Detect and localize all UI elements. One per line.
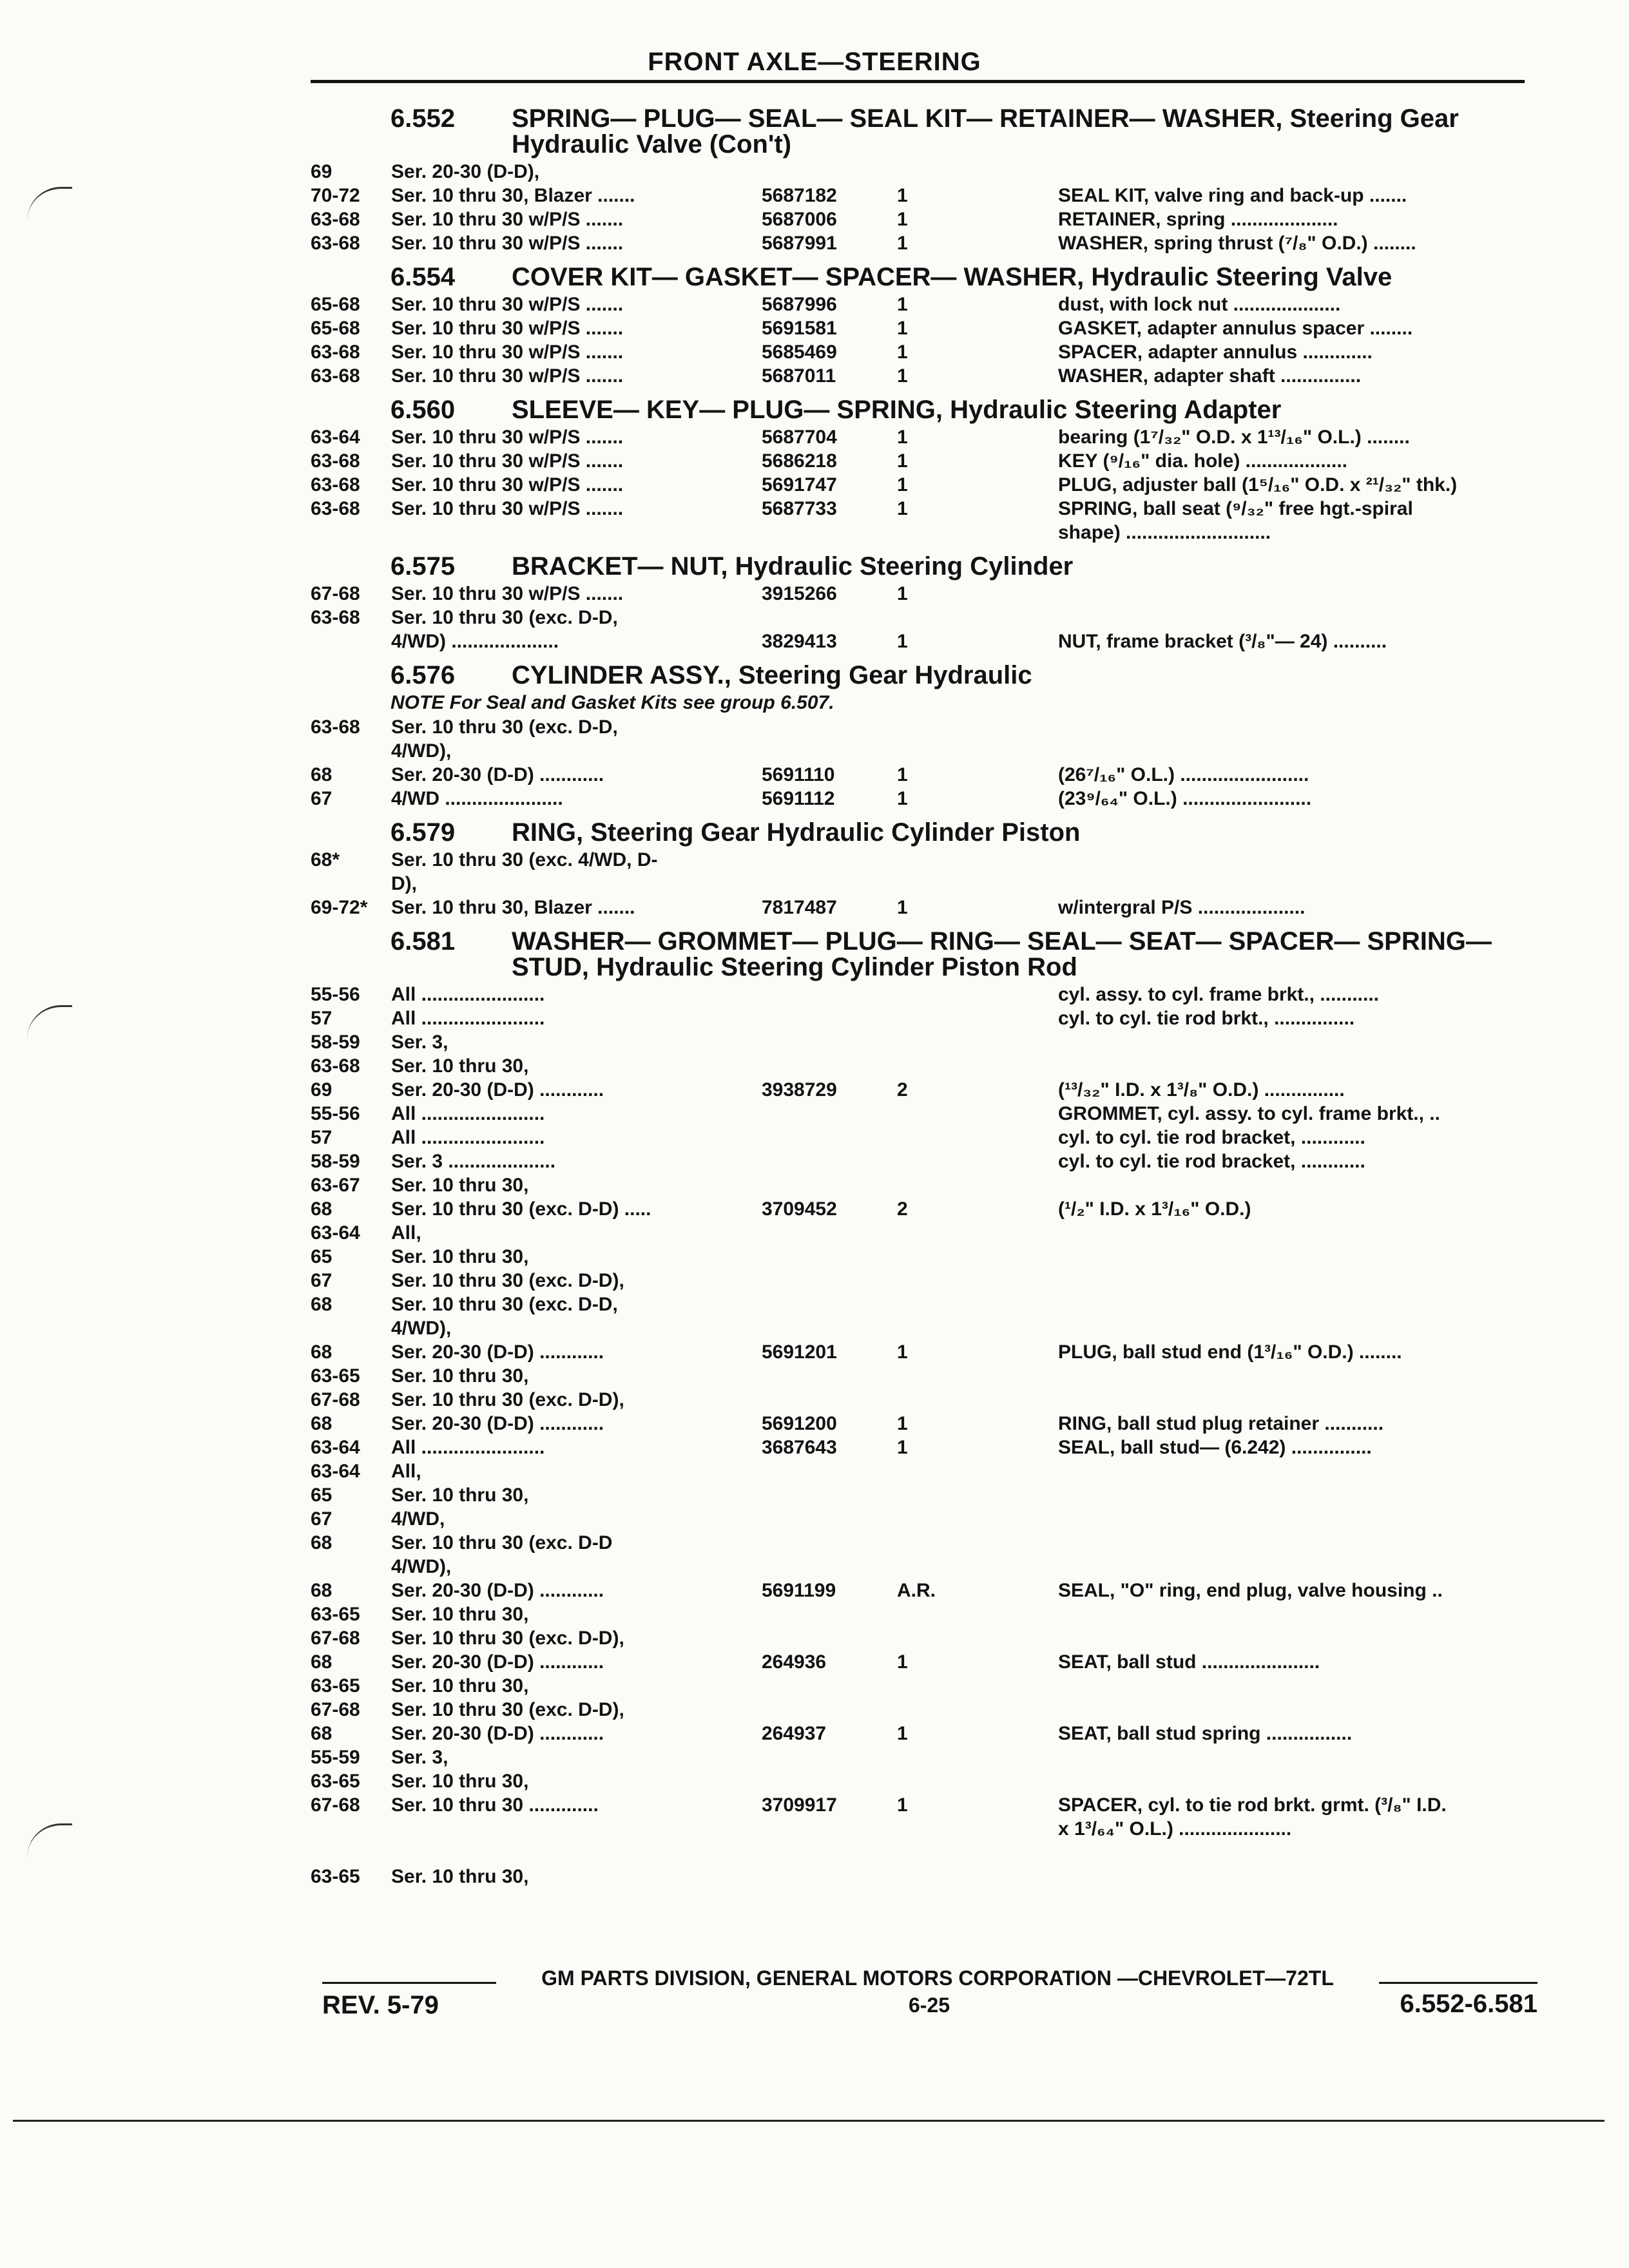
table-row (311, 1626, 1535, 1650)
part-description: PLUG, adjuster ball (1⁵/₁₆" O.D. x ²¹/₃₂" thk.) (1058, 474, 1458, 495)
part-number: 5687011 (762, 365, 836, 387)
part-description: (¹/₂" I.D. x 1³/₁₆" O.D.) (1058, 1198, 1251, 1220)
series-application: Ser. 10 thru 30 (exc. D-D), (391, 1389, 624, 1410)
series-application: D), (391, 873, 417, 894)
section-heading (311, 928, 1535, 980)
table-row (311, 207, 1535, 231)
table-row (311, 1865, 1535, 1888)
footer-rule-left (322, 1982, 496, 1984)
model-years: 68 (311, 1413, 333, 1434)
model-years: 63-64 (311, 1437, 360, 1458)
model-years: 69 (311, 161, 333, 182)
series-application: Ser. 10 thru 30, (391, 1675, 529, 1696)
model-years: 69-72* (311, 897, 368, 918)
part-description: WASHER, spring thrust (⁷/₈" O.D.) ........ (1058, 233, 1416, 254)
section-title: SLEEVE— KEY— PLUG— SPRING, Hydraulic Steering Adapter (512, 396, 1282, 424)
series-application: Ser. 10 thru 30 w/P/S ....... (391, 583, 624, 604)
table-row (311, 848, 1535, 872)
part-number: 5691110 (762, 764, 835, 785)
model-years: 63-68 (311, 209, 360, 230)
quantity: 1 (897, 294, 908, 315)
model-years: 63-68 (311, 233, 360, 254)
part-number: 3915266 (762, 583, 837, 604)
model-years: 65-68 (311, 318, 360, 339)
table-row (311, 1197, 1535, 1221)
series-application: 4/WD, (391, 1508, 445, 1530)
table-row (311, 473, 1535, 497)
table-row (311, 1269, 1535, 1293)
part-description: SEAL, "O" ring, end plug, valve housing .. (1058, 1580, 1443, 1601)
part-number: 5687996 (762, 294, 837, 315)
table-row (311, 1316, 1535, 1340)
part-number: 5691199 (762, 1580, 836, 1601)
table-row (311, 160, 1535, 184)
part-description: w/intergral P/S .................... (1058, 897, 1306, 918)
footer-rule-right (1379, 1982, 1537, 1984)
section-note: NOTE For Seal and Gasket Kits see group 6.507. (390, 692, 834, 713)
section-number: 6.581 (390, 927, 456, 956)
quantity: 2 (897, 1198, 908, 1220)
quantity: 1 (897, 764, 908, 785)
part-description: SPRING, ball seat (⁹/₃₂" free hgt.-spiral (1058, 498, 1413, 519)
model-years: 63-68 (311, 716, 360, 738)
model-years: 68 (311, 1723, 333, 1744)
model-years: 63-64 (311, 1222, 360, 1244)
model-years: 57 (311, 1127, 333, 1148)
table-row (311, 340, 1535, 364)
table-row (311, 1102, 1535, 1126)
table-row (311, 1841, 1535, 1865)
quantity: 1 (897, 1794, 908, 1816)
series-application: Ser. 3 .................... (391, 1151, 556, 1172)
section-number: 6.554 (390, 263, 456, 291)
series-application: Ser. 20-30 (D-D) ............ (391, 1651, 604, 1673)
table-row (311, 582, 1535, 606)
section-number: 6.560 (390, 396, 456, 424)
series-application: Ser. 10 thru 30 w/P/S ....... (391, 294, 624, 315)
quantity: 1 (897, 185, 908, 206)
part-description: RETAINER, spring .................... (1058, 209, 1338, 230)
model-years: 65 (311, 1485, 333, 1506)
part-description: SPACER, adapter annulus ............. (1058, 341, 1373, 363)
part-description: KEY (⁹/₁₆" dia. hole) ................... (1058, 450, 1348, 472)
part-number: 3709452 (762, 1198, 837, 1220)
section-title: RING, Steering Gear Hydraulic Cylinder Piston (512, 818, 1081, 847)
model-years: 63-65 (311, 1866, 360, 1887)
section-number: 6.579 (390, 818, 456, 847)
series-application: Ser. 10 thru 30 (exc. D-D, (391, 1294, 618, 1315)
model-years: 63-65 (311, 1675, 360, 1696)
part-number: 5687704 (762, 427, 837, 448)
table-row (311, 606, 1535, 629)
table-row (311, 1388, 1535, 1412)
model-years: 67-68 (311, 583, 360, 604)
series-application: All ....................... (391, 1127, 545, 1148)
quantity: 1 (897, 1413, 908, 1434)
model-years: 55-56 (311, 984, 360, 1005)
table-row (311, 316, 1535, 340)
table-row (311, 1698, 1535, 1722)
part-description: cyl. to cyl. tie rod bracket, ............ (1058, 1127, 1365, 1148)
table-row (311, 497, 1535, 521)
series-application: All ....................... (391, 1103, 545, 1124)
part-number: 5691200 (762, 1413, 837, 1434)
table-row (311, 1722, 1535, 1745)
part-number: 5691112 (762, 788, 835, 809)
series-application: 4/WD ...................... (391, 788, 563, 809)
model-years: 63-65 (311, 1365, 360, 1387)
series-application: Ser. 3, (391, 1032, 448, 1053)
part-description: dust, with lock nut .................... (1058, 294, 1341, 315)
table-row (311, 364, 1535, 388)
quantity: 1 (897, 583, 908, 604)
model-years: 63-64 (311, 1461, 360, 1482)
model-years: 68 (311, 764, 333, 785)
quantity: 1 (897, 450, 908, 472)
part-number: 3829413 (762, 631, 837, 652)
model-years: 63-65 (311, 1604, 360, 1625)
model-years: 68 (311, 1294, 333, 1315)
model-years: 63-67 (311, 1175, 360, 1196)
series-application: Ser. 10 thru 30 (exc. D-D), (391, 1628, 624, 1649)
quantity: 1 (897, 498, 908, 519)
series-application: Ser. 10 thru 30 ............. (391, 1794, 599, 1816)
quantity: 1 (897, 1341, 908, 1363)
series-application: All ....................... (391, 1008, 545, 1029)
model-years: 63-68 (311, 1055, 360, 1077)
model-years: 65 (311, 1246, 333, 1267)
quantity: 1 (897, 365, 908, 387)
part-description: NUT, frame bracket (³/₈"— 24) .......... (1058, 631, 1387, 652)
series-application: Ser. 10 thru 30, (391, 1246, 529, 1267)
series-application: Ser. 10 thru 30 w/P/S ....... (391, 233, 624, 254)
table-row (311, 1412, 1535, 1436)
part-description: (26⁷/₁₆" O.L.) ........................ (1058, 764, 1309, 785)
series-application: Ser. 10 thru 30 (exc. D-D) ..... (391, 1198, 651, 1220)
quantity: A.R. (897, 1580, 936, 1601)
table-row (311, 1245, 1535, 1269)
part-description: SEAL, ball stud— (6.242) ............... (1058, 1437, 1372, 1458)
series-application: Ser. 20-30 (D-D) ............ (391, 764, 604, 785)
part-number: 3709917 (762, 1794, 837, 1816)
page-bottom-rule (13, 2120, 1605, 2122)
table-row (311, 1436, 1535, 1459)
series-application: Ser. 10 thru 30 w/P/S ....... (391, 474, 624, 495)
model-years: 58-59 (311, 1032, 360, 1053)
quantity: 1 (897, 1437, 908, 1458)
table-row (311, 231, 1535, 255)
table-row (311, 1006, 1535, 1030)
model-years: 63-68 (311, 341, 360, 363)
part-number: 5687991 (762, 233, 837, 254)
model-years: 68 (311, 1198, 333, 1220)
series-application: Ser. 10 thru 30 (exc. D-D), (391, 1699, 624, 1720)
quantity: 1 (897, 474, 908, 495)
table-row (311, 1340, 1535, 1364)
model-years: 55-56 (311, 1103, 360, 1124)
model-years: 63-68 (311, 450, 360, 472)
series-application: Ser. 20-30 (D-D) ............ (391, 1079, 604, 1100)
table-row (311, 521, 1535, 544)
table-row (311, 739, 1535, 763)
table-row (311, 763, 1535, 787)
series-application: Ser. 10 thru 30, (391, 1175, 529, 1196)
series-application: 4/WD), (391, 740, 452, 762)
series-application: Ser. 20-30 (D-D), (391, 161, 540, 182)
model-years: 65-68 (311, 294, 360, 315)
table-row (311, 293, 1535, 316)
binding-mark (27, 1823, 72, 1858)
part-description: RING, ball stud plug retainer ........... (1058, 1413, 1384, 1434)
section-heading (311, 553, 1535, 579)
model-years: 68 (311, 1580, 333, 1601)
section-number: 6.576 (390, 661, 456, 689)
model-years: 57 (311, 1008, 333, 1029)
table-row (311, 787, 1535, 811)
series-application: 4/WD), (391, 1318, 452, 1339)
series-application: All ....................... (391, 1437, 545, 1458)
series-application: Ser. 10 thru 30 w/P/S ....... (391, 427, 624, 448)
quantity: 2 (897, 1079, 908, 1100)
section-heading (311, 397, 1535, 423)
model-years: 68 (311, 1532, 333, 1553)
binding-mark (27, 1005, 72, 1039)
table-row (311, 1745, 1535, 1769)
section-title: COVER KIT— GASKET— SPACER— WASHER, Hydraulic Steering Valve (512, 263, 1393, 291)
section-heading (311, 662, 1535, 688)
model-years: 68* (311, 849, 340, 870)
model-years: 67-68 (311, 1699, 360, 1720)
part-description: SEAT, ball stud spring ................ (1058, 1723, 1353, 1744)
section-title: SPRING— PLUG— SEAL— SEAL KIT— RETAINER— WASHER, Steering Gear Hydraulic Valve (Con't) (512, 104, 1459, 159)
footer-section-range: 6.552-6.581 (1400, 1990, 1537, 2018)
model-years: 63-68 (311, 498, 360, 519)
quantity: 1 (897, 897, 908, 918)
table-row (311, 872, 1535, 896)
binding-mark (27, 187, 72, 221)
model-years: 67-68 (311, 1389, 360, 1410)
table-row (311, 425, 1535, 449)
table-row (311, 629, 1535, 653)
model-years: 58-59 (311, 1151, 360, 1172)
quantity: 1 (897, 318, 908, 339)
series-application: Ser. 10 thru 30 w/P/S ....... (391, 209, 624, 230)
table-row (311, 1221, 1535, 1245)
part-number: 5687733 (762, 498, 837, 519)
table-row (311, 1173, 1535, 1197)
part-description: GROMMET, cyl. assy. to cyl. frame brkt., .. (1058, 1103, 1440, 1124)
part-number: 5691747 (762, 474, 837, 495)
table-row (311, 1459, 1535, 1483)
section-heading (311, 106, 1535, 157)
model-years: 69 (311, 1079, 333, 1100)
header-rule (311, 80, 1525, 83)
table-row (311, 1674, 1535, 1698)
series-application: Ser. 20-30 (D-D) ............ (391, 1413, 604, 1434)
table-row (311, 1769, 1535, 1793)
section-title: CYLINDER ASSY., Steering Gear Hydraulic (512, 661, 1032, 689)
series-application: Ser. 10 thru 30, (391, 1055, 529, 1077)
table-row (311, 1579, 1535, 1602)
quantity: 1 (897, 427, 908, 448)
series-application: Ser. 10 thru 30 (exc. D-D, (391, 607, 618, 628)
model-years: 68 (311, 1651, 333, 1673)
model-years: 67 (311, 788, 333, 809)
series-application: All, (391, 1461, 421, 1482)
model-years: 63-64 (311, 427, 360, 448)
part-description: PLUG, ball stud end (1³/₁₆" O.D.) ........ (1058, 1341, 1402, 1363)
table-row (311, 1364, 1535, 1388)
part-number: 3938729 (762, 1079, 837, 1100)
series-application: Ser. 10 thru 30, (391, 1866, 529, 1887)
part-description: cyl. to cyl. tie rod bracket, ............ (1058, 1151, 1365, 1172)
series-application: Ser. 20-30 (D-D) ............ (391, 1723, 604, 1744)
table-row (311, 983, 1535, 1006)
table-row (311, 1555, 1535, 1579)
part-description: cyl. assy. to cyl. frame brkt., ........... (1058, 984, 1379, 1005)
table-row (311, 1817, 1535, 1841)
series-application: Ser. 10 thru 30 w/P/S ....... (391, 498, 624, 519)
series-application: Ser. 10 thru 30, (391, 1365, 529, 1387)
table-row (311, 1602, 1535, 1626)
quantity: 1 (897, 209, 908, 230)
quantity: 1 (897, 631, 908, 652)
series-application: All ....................... (391, 984, 545, 1005)
part-number: 7817487 (762, 897, 837, 918)
series-application: Ser. 10 thru 30, (391, 1771, 529, 1792)
series-application: Ser. 10 thru 30, Blazer ....... (391, 897, 635, 918)
part-number: 3687643 (762, 1437, 837, 1458)
series-application: Ser. 3, (391, 1747, 448, 1768)
part-description: bearing (1⁷/₃₂" O.D. x 1¹³/₁₆" O.L.) ........ (1058, 427, 1410, 448)
table-row (311, 1293, 1535, 1316)
table-row (311, 1650, 1535, 1674)
quantity: 1 (897, 1723, 908, 1744)
part-number: 5687006 (762, 209, 837, 230)
model-years: 68 (311, 1341, 333, 1363)
table-row (311, 1078, 1535, 1102)
page-title: FRONT AXLE—STEERING (648, 48, 981, 76)
section-heading (311, 820, 1535, 845)
series-application: Ser. 10 thru 30, (391, 1485, 529, 1506)
part-description: SEAT, ball stud ...................... (1058, 1651, 1320, 1673)
quantity: 1 (897, 233, 908, 254)
table-row (311, 1149, 1535, 1173)
model-years: 63-65 (311, 1771, 360, 1792)
part-number: 264936 (762, 1651, 827, 1673)
series-application: Ser. 10 thru 30 w/P/S ....... (391, 450, 624, 472)
series-application: All, (391, 1222, 421, 1244)
model-years: 70-72 (311, 185, 360, 206)
series-application: 4/WD) .................... (391, 631, 559, 652)
footer-page-number: 6-25 (909, 1994, 950, 2017)
model-years: 63-68 (311, 474, 360, 495)
model-years: 67 (311, 1508, 333, 1530)
table-row (311, 1793, 1535, 1817)
part-number: 5685469 (762, 341, 837, 363)
series-application: Ser. 10 thru 30 w/P/S ....... (391, 318, 624, 339)
part-number: 5686218 (762, 450, 837, 472)
series-application: Ser. 20-30 (D-D) ............ (391, 1341, 604, 1363)
part-description: shape) ........................... (1058, 522, 1271, 543)
section-heading (311, 264, 1535, 290)
part-number: 5687182 (762, 185, 837, 206)
series-application: Ser. 10 thru 30 (exc. 4/WD, D- (391, 849, 658, 870)
series-application: Ser. 10 thru 30 (exc. D-D (391, 1532, 613, 1553)
table-row (311, 1126, 1535, 1149)
series-application: Ser. 10 thru 30 w/P/S ....... (391, 365, 624, 387)
series-application: 4/WD), (391, 1556, 452, 1577)
table-row (311, 184, 1535, 207)
section-number: 6.552 (390, 104, 456, 133)
series-application: Ser. 10 thru 30, (391, 1604, 529, 1625)
part-description: GASKET, adapter annulus spacer ........ (1058, 318, 1413, 339)
part-description: WASHER, adapter shaft ............... (1058, 365, 1362, 387)
quantity: 1 (897, 1651, 908, 1673)
series-application: Ser. 10 thru 30 (exc. D-D, (391, 716, 618, 738)
series-application: Ser. 20-30 (D-D) ............ (391, 1580, 604, 1601)
section-title: BRACKET— NUT, Hydraulic Steering Cylinder (512, 552, 1074, 581)
table-row (311, 1483, 1535, 1507)
part-description: (¹³/₃₂" I.D. x 1³/₈" O.D.) ............... (1058, 1079, 1345, 1100)
part-number: 264937 (762, 1723, 827, 1744)
series-application: Ser. 10 thru 30, Blazer ....... (391, 185, 635, 206)
quantity: 1 (897, 341, 908, 363)
quantity: 1 (897, 788, 908, 809)
model-years: 55-59 (311, 1747, 360, 1768)
section-title: WASHER— GROMMET— PLUG— RING— SEAL— SEAT— SPACER— SPRING— STUD, Hydraulic Steering Cylinder Piston Rod (512, 927, 1492, 981)
table-row (311, 1054, 1535, 1078)
footer-corporation: GM PARTS DIVISION, GENERAL MOTORS CORPORATION —CHEVROLET—72TL (541, 1966, 1334, 1990)
part-description: SPACER, cyl. to tie rod brkt. grmt. (³/₈" I.D. (1058, 1794, 1447, 1816)
parts-list (311, 97, 1535, 1888)
table-row (311, 1030, 1535, 1054)
model-years: 67 (311, 1270, 333, 1291)
table-row (311, 1507, 1535, 1531)
model-years: 63-68 (311, 607, 360, 628)
part-description: x 1³/₆₄" O.L.) ..................... (1058, 1818, 1292, 1840)
part-number: 5691581 (762, 318, 837, 339)
model-years: 67-68 (311, 1794, 360, 1816)
table-row (311, 449, 1535, 473)
model-years: 63-68 (311, 365, 360, 387)
part-description: SEAL KIT, valve ring and back-up ....... (1058, 185, 1407, 206)
part-description: (23⁹/₆₄" O.L.) ........................ (1058, 788, 1312, 809)
table-row (311, 896, 1535, 919)
model-years: 67-68 (311, 1628, 360, 1649)
series-application: Ser. 10 thru 30 w/P/S ....... (391, 341, 624, 363)
table-row (311, 1531, 1535, 1555)
footer-revision: REV. 5-79 (322, 1991, 439, 2019)
section-number: 6.575 (390, 552, 456, 581)
series-application: Ser. 10 thru 30 (exc. D-D), (391, 1270, 624, 1291)
part-number: 5691201 (762, 1341, 837, 1363)
table-row (311, 715, 1535, 739)
part-description: cyl. to cyl. tie rod brkt., ............... (1058, 1008, 1355, 1029)
